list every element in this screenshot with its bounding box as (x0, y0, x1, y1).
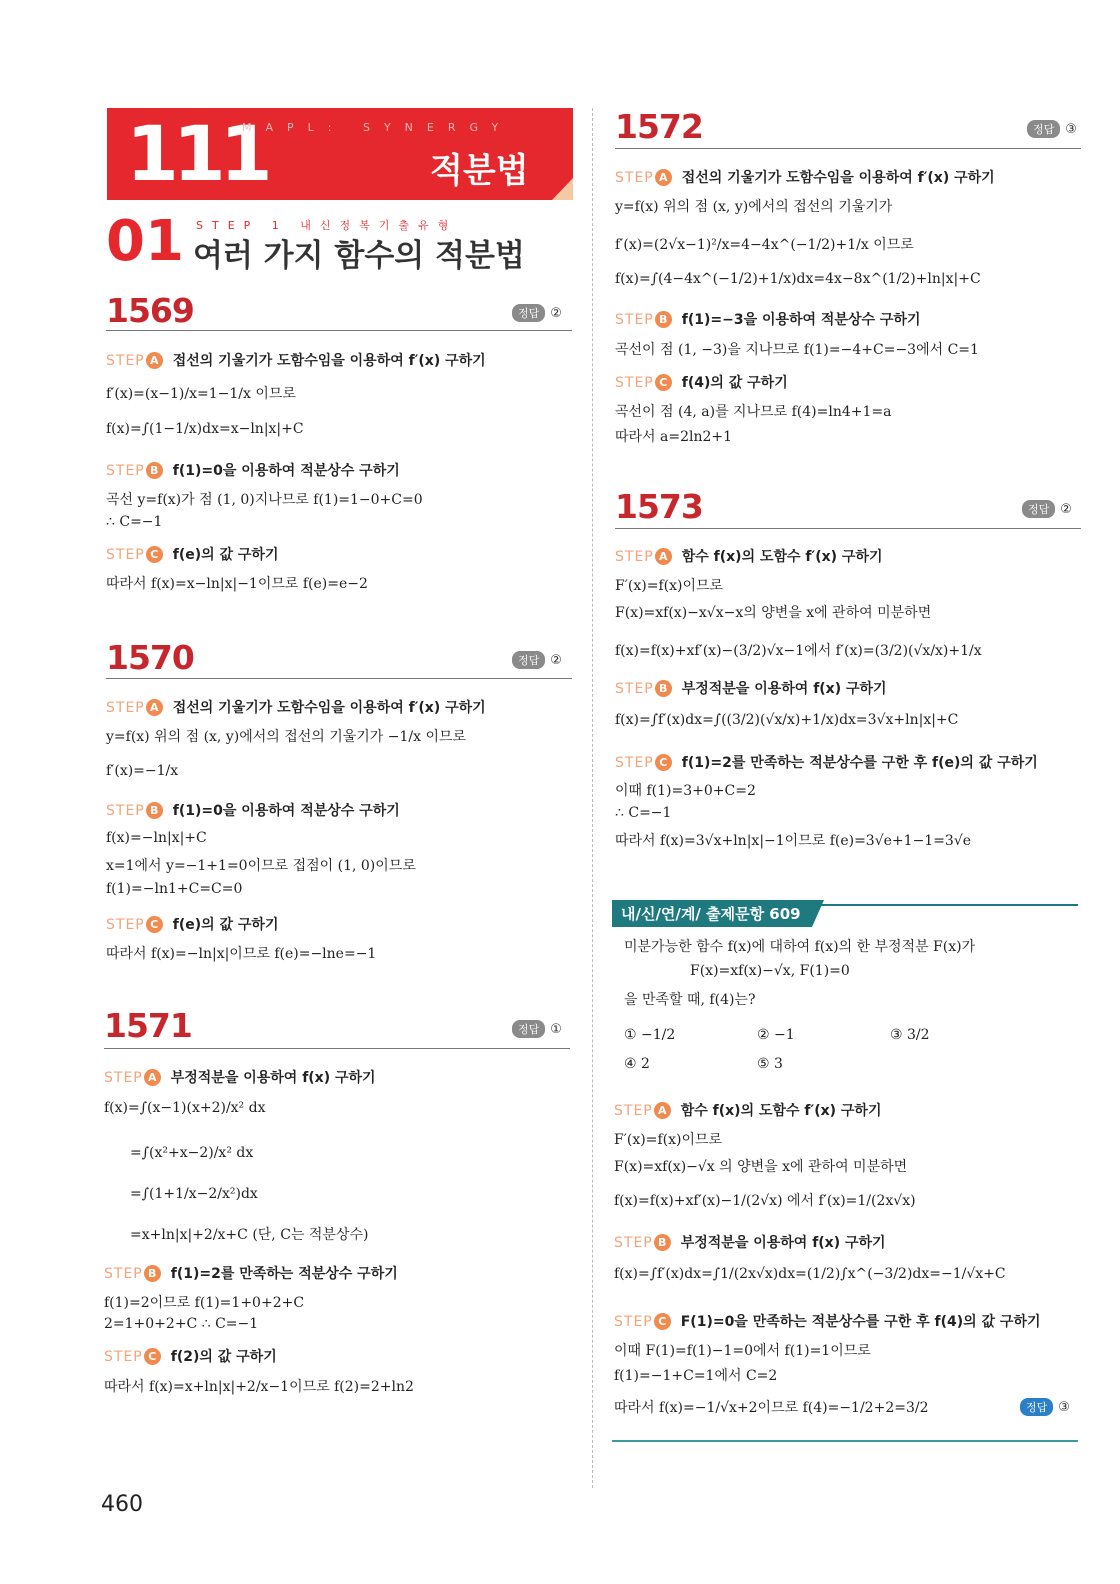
step-line: x=1에서 y=−1+1=0이므로 접점이 (1, 0)이므로 (106, 858, 416, 874)
problem-rule (615, 148, 1081, 149)
step-line: 곡선 y=f(x)가 점 (1, 0)지나므로 f(1)=1−0+C=0 (106, 492, 423, 508)
linked-title: 내/신/연/계/ 출제문항 609 (621, 905, 801, 923)
problem-number: 1570 (106, 638, 194, 677)
problem-number: 1569 (106, 291, 194, 330)
choice: ① −1/2 (624, 1027, 676, 1043)
problem-number: 1572 (615, 107, 703, 146)
step-line: 따라서 a=2ln2+1 (615, 429, 733, 445)
answer-badge: 정답 (1022, 500, 1055, 518)
step-line: =∫(1+1/x−2/x²)dx (130, 1186, 258, 1202)
step-line: F(x)=xf(x)−x√x−x의 양변을 x에 관하여 미분하면 (615, 605, 932, 621)
step-header: STEP B 부정적분을 이용하여 f(x) 구하기 (614, 1235, 886, 1251)
linked-question: F(x)=xf(x)−√x, F(1)=0 (690, 963, 850, 979)
step-line: f(x)=f(x)+xf′(x)−(3/2)√x−1에서 f′(x)=(3/2)(√x/x)+1/x (615, 643, 982, 659)
answer-badge: 정답 (512, 304, 545, 322)
step-line: f(x)=∫(4−4x^(−1/2)+1/x)dx=4x−8x^(1/2)+ln|x|+C (615, 271, 981, 287)
choice: ③ 3/2 (890, 1027, 930, 1043)
answer-badge: 정답 (512, 651, 545, 669)
step-line: f(x)=∫(1−1/x)dx=x−ln|x|+C (106, 421, 304, 437)
step-header: STEP C f(e)의 값 구하기 (106, 547, 279, 563)
answer-tag (512, 1020, 562, 1038)
step-header: STEP B f(1)=0을 이용하여 적분상수 구하기 (106, 463, 400, 479)
section-number: 01 (106, 209, 184, 274)
step-line: f′(x)=(2√x−1)²/x=4−4x^(−1/2)+1/x 이므로 (615, 237, 914, 253)
step-header: STEP A 부정적분을 이용하여 f(x) 구하기 (104, 1070, 376, 1086)
step-line: 따라서 f(x)=3√x+ln|x|−1이므로 f(e)=3√e+1−1=3√e (615, 833, 972, 849)
step-line: 2=1+0+2+C ∴ C=−1 (104, 1316, 259, 1332)
step-line: =x+ln|x|+2/x+C (단, C는 적분상수) (130, 1227, 369, 1243)
chapter-title: 적분법 (430, 151, 529, 191)
linked-question: 미분가능한 함수 f(x)에 대하여 f(x)의 한 부정적분 F(x)가 (624, 939, 976, 955)
linked-title-tail (812, 900, 824, 927)
step-line: f(1)=−ln1+C=C=0 (106, 881, 243, 897)
page-number: 460 (101, 1492, 143, 1517)
answer-badge: 정답 (1027, 120, 1060, 138)
step-line: F′(x)=f(x)이므로 (615, 578, 724, 594)
step-line: f(1)=2이므로 f(1)=1+0+2+C (104, 1295, 305, 1311)
answer-tag (1022, 500, 1072, 518)
answer-value: ② (1060, 502, 1072, 517)
step-header: STEP B f(1)=−3을 이용하여 적분상수 구하기 (615, 312, 921, 328)
step-line: f(x)=∫f′(x)dx=∫1/(2x√x)dx=(1/2)∫x^(−3/2)dx=−1/√x+C (614, 1266, 1006, 1282)
step-line: f(x)=−ln|x|+C (106, 830, 207, 846)
choice: ④ 2 (624, 1056, 650, 1072)
step-header: STEP A 접선의 기울기가 도함수임을 이용하여 f′(x) 구하기 (106, 353, 486, 369)
answer-value: ③ (1065, 122, 1077, 137)
banner-fold (552, 178, 573, 200)
step-line: 곡선이 점 (4, a)를 지나므로 f(4)=ln4+1=a (615, 404, 892, 420)
choice: ② −1 (757, 1027, 795, 1043)
step-line: f(1)=−1+C=1에서 C=2 (614, 1368, 778, 1384)
step-line: 따라서 f(x)=x+ln|x|+2/x−1이므로 f(2)=2+ln2 (104, 1379, 414, 1395)
section-title: 여러 가지 함수의 적분법 (193, 238, 525, 274)
step-line: 이때 f(1)=3+0+C=2 (615, 783, 756, 799)
answer-tag (1027, 120, 1077, 138)
step-header: STEP A 접선의 기울기가 도함수임을 이용하여 f′(x) 구하기 (615, 170, 995, 186)
step-header: STEP C f(1)=2를 만족하는 적분상수를 구한 후 f(e)의 값 구하기 (615, 755, 1038, 771)
step-header: STEP C f(4)의 값 구하기 (615, 375, 788, 391)
problem-rule (106, 678, 572, 679)
step-line: f(x)=∫(x−1)(x+2)/x² dx (104, 1100, 266, 1116)
step-header: STEP A 함수 f(x)의 도함수 f′(x) 구하기 (614, 1103, 882, 1119)
step-line: y=f(x) 위의 점 (x, y)에서의 접선의 기울기가 (615, 199, 893, 215)
problem-rule (615, 528, 1081, 529)
answer-value: ② (550, 306, 562, 321)
problem-rule (104, 1048, 570, 1049)
step-header: STEP A 함수 f(x)의 도함수 f′(x) 구하기 (615, 549, 883, 565)
step-line: F′(x)=f(x)이므로 (614, 1132, 723, 1148)
step-line: 따라서 f(x)=−1/√x+2이므로 f(4)=−1/2+2=3/2 (614, 1400, 929, 1416)
step-line: 따라서 f(x)=−ln|x|이므로 f(e)=−lne=−1 (106, 946, 377, 962)
step-line: 곡선이 점 (1, −3)을 지나므로 f(1)=−4+C=−3에서 C=1 (615, 342, 979, 358)
step-header: STEP C f(2)의 값 구하기 (104, 1349, 277, 1365)
step-header: STEP C F(1)=0을 만족하는 적분상수를 구한 후 f(4)의 값 구하기 (614, 1314, 1041, 1330)
answer-value: ② (550, 653, 562, 668)
answer-tag (1020, 1398, 1070, 1416)
step-line: f′(x)=−1/x (106, 763, 179, 779)
problem-rule (106, 330, 572, 331)
brand-label: MAPL: SYNERGY (242, 121, 513, 134)
step-line: ∴ C=−1 (615, 805, 672, 821)
problem-number: 1573 (615, 487, 703, 526)
step-line: f(x)=∫f′(x)dx=∫((3/2)(√x/x)+1/x)dx=3√x+ln|x|+C (615, 712, 959, 728)
choice: ⑤ 3 (757, 1056, 783, 1072)
step-line: F(x)=xf(x)−√x 의 양변을 x에 관하여 미분하면 (614, 1159, 908, 1175)
column-divider (592, 108, 593, 1488)
answer-tag (512, 304, 562, 322)
step-line: =∫(x²+x−2)/x² dx (130, 1145, 254, 1161)
step-line: f′(x)=(x−1)/x=1−1/x 이므로 (106, 386, 296, 402)
step-header: STEP B f(1)=0을 이용하여 적분상수 구하기 (106, 803, 400, 819)
step-line: 따라서 f(x)=x−ln|x|−1이므로 f(e)=e−2 (106, 576, 368, 592)
step-header: STEP B f(1)=2를 만족하는 적분상수 구하기 (104, 1266, 398, 1282)
step-header: STEP B 부정적분을 이용하여 f(x) 구하기 (615, 681, 887, 697)
step-line: ∴ C=−1 (106, 514, 163, 530)
chapter-number: 111 (126, 109, 267, 198)
answer-tag (512, 651, 562, 669)
problem-number: 1571 (104, 1006, 192, 1045)
linked-bottom-rule (612, 1440, 1078, 1442)
step-header: STEP A 접선의 기울기가 도함수임을 이용하여 f′(x) 구하기 (106, 700, 486, 716)
section-step: STEP 1 내신정복기출유형 (196, 219, 458, 232)
answer-badge: 정답 (512, 1020, 545, 1038)
step-line: 이때 F(1)=f(1)−1=0에서 f(1)=1이므로 (614, 1343, 871, 1359)
step-header: STEP C f(e)의 값 구하기 (106, 917, 279, 933)
answer-value: ① (550, 1022, 562, 1037)
answer-badge: 정답 (1020, 1398, 1053, 1416)
answer-value: ③ (1058, 1400, 1070, 1415)
linked-question: 을 만족할 때, f(4)는? (624, 992, 756, 1008)
step-line: y=f(x) 위의 점 (x, y)에서의 접선의 기울기가 −1/x 이므로 (106, 729, 467, 745)
step-line: f(x)=f(x)+xf′(x)−1/(2√x) 에서 f′(x)=1/(2x√x) (614, 1193, 916, 1209)
